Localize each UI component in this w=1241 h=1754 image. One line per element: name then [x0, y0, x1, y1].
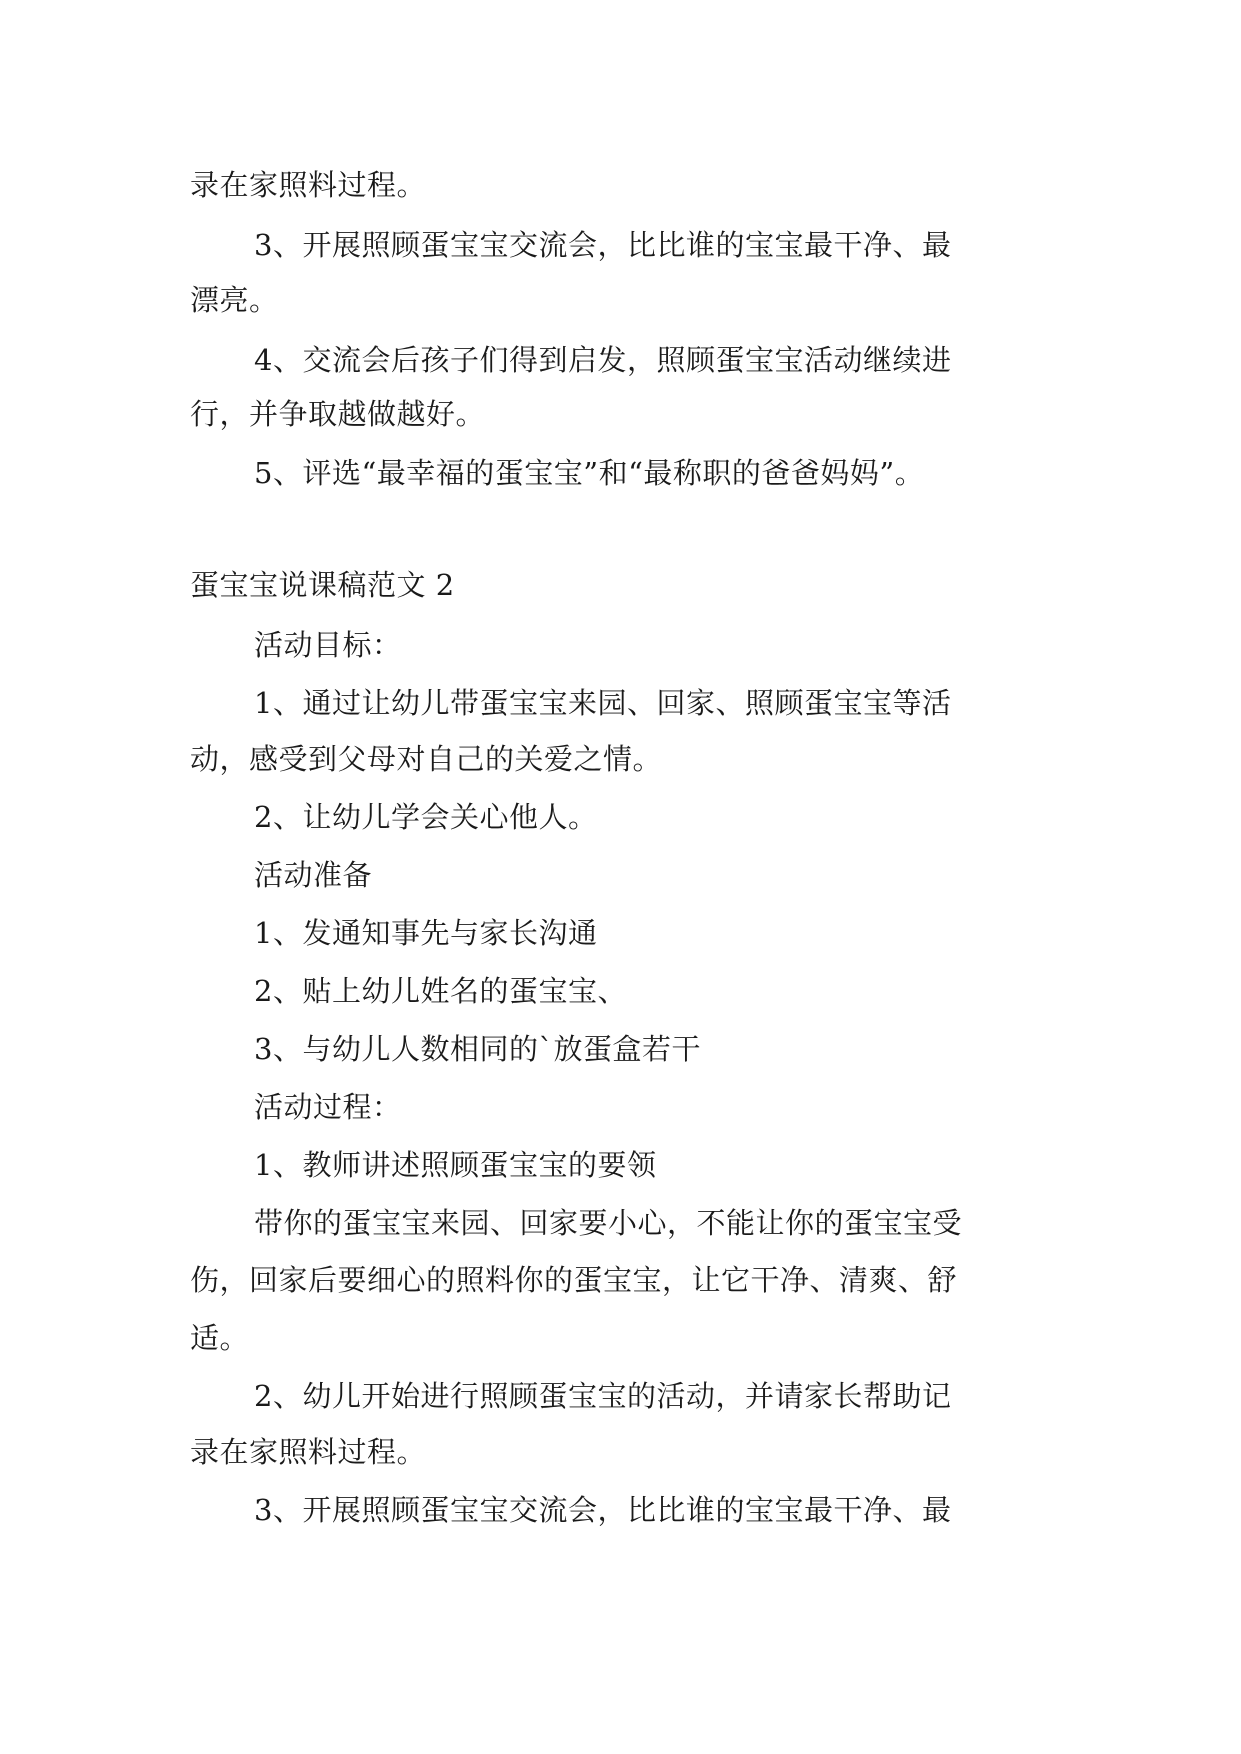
goal-1-line-1: 1、通过让幼儿带蛋宝宝来园、回家、照顾蛋宝宝等活	[254, 686, 952, 720]
process-2-line-1: 2、幼儿开始进行照顾蛋宝宝的活动，并请家长帮助记	[254, 1379, 952, 1413]
list-item-5-line-1: 5、评选“最幸福的蛋宝宝”和“最称职的爸爸妈妈”。	[254, 456, 925, 490]
prep-2: 2、贴上幼儿姓名的蛋宝宝、	[254, 974, 627, 1008]
list-item-4-line-1: 4、交流会后孩子们得到启发，照顾蛋宝宝活动继续进	[254, 343, 952, 377]
subheading-preparation: 活动准备	[254, 858, 373, 892]
process-1-detail-line-2: 伤，回家后要细心的照料你的蛋宝宝，让它干净、清爽、舒	[190, 1263, 958, 1297]
list-item-3-line-1: 3、开展照顾蛋宝宝交流会，比比谁的宝宝最干净、最	[254, 228, 952, 262]
process-2-line-2: 录在家照料过程。	[190, 1435, 427, 1469]
section-heading: 蛋宝宝说课稿范文 2	[190, 568, 455, 602]
list-item-3-line-2: 漂亮。	[190, 283, 279, 317]
goal-2: 2、让幼儿学会关心他人。	[254, 800, 598, 834]
process-1-detail-line-3: 适。	[190, 1321, 250, 1355]
list-item-4-line-2: 行，并争取越做越好。	[190, 397, 486, 431]
subheading-goals: 活动目标：	[254, 628, 402, 662]
prep-3: 3、与幼儿人数相同的`放蛋盒若干	[254, 1032, 701, 1066]
paragraph-line: 录在家照料过程。	[190, 168, 427, 202]
prep-1: 1、发通知事先与家长沟通	[254, 916, 598, 950]
subheading-process: 活动过程：	[254, 1090, 402, 1124]
process-3-line-1: 3、开展照顾蛋宝宝交流会，比比谁的宝宝最干净、最	[254, 1493, 952, 1527]
process-1-detail-line-1: 带你的蛋宝宝来园、回家要小心，不能让你的蛋宝宝受	[254, 1206, 963, 1240]
goal-1-line-2: 动，感受到父母对自己的关爱之情。	[190, 742, 663, 776]
document-page	[190, 0, 1060, 1754]
process-1: 1、教师讲述照顾蛋宝宝的要领	[254, 1148, 657, 1182]
